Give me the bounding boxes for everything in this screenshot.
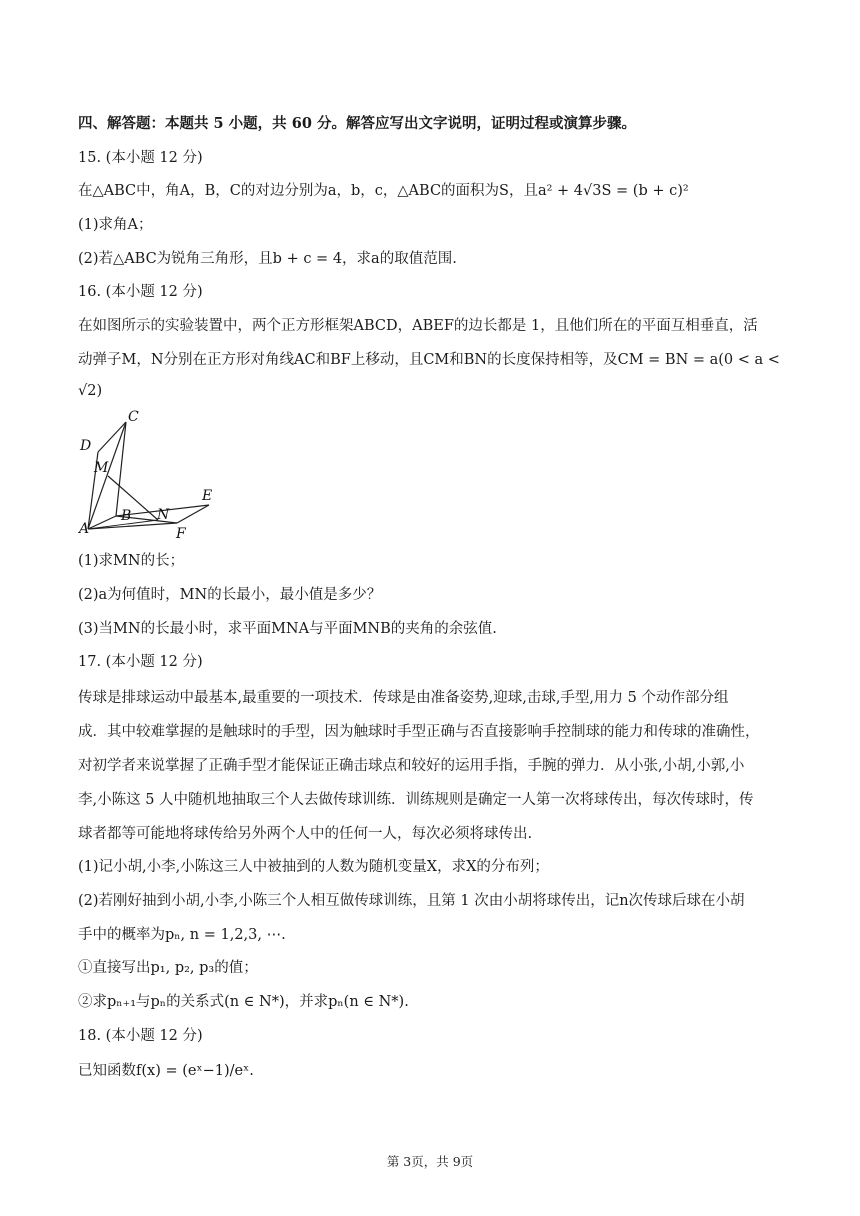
problem-15-part-2: (2)若△ABC为锐角三角形，且b + c = 4，求a的取值范围. (78, 251, 457, 267)
problem-15-part-1: (1)求角A； (78, 217, 153, 233)
problem-17-statement-line-5: 球者都等可能地将球传给另外两个人中的任何一人，每次必须将球传出. (78, 826, 533, 842)
figure-label-n: N (157, 507, 170, 523)
problem-15-statement: 在△ABC中，角A，B，C的对边分别为a，b，c，△ABC的面积为S，且a² + 4√3S = (b + c)² (78, 183, 689, 199)
problem-17-header: 17. (本小题 12 分) (78, 654, 203, 670)
problem-18-statement: 已知函数f(x) = (eˣ−1)/eˣ. (78, 1063, 254, 1079)
page-footer: 第 3页，共 9页 (386, 1154, 474, 1169)
figure-label-c: C (128, 409, 139, 425)
problem-17-subpart-1: ①直接写出p₁, p₂, p₃的值； (78, 960, 258, 976)
problem-16-part-3: (3)当MN的长最小时，求平面MNA与平面MNB的夹角的余弦值. (78, 621, 497, 637)
problem-17-part-1: (1)记小胡,小李,小陈这三人中被抽到的人数为随机变量X，求X的分布列； (78, 859, 549, 875)
problem-17-statement-line-4: 李,小陈这 5 人中随机地抽取三个人去做传球训练．训练规则是确定一人第一次将球传出，每次传球时，传 (78, 792, 754, 808)
figure-label-f: F (176, 526, 186, 542)
problem-17-statement-line-2: 成．其中较难掌握的是触球时的手型，因为触球时手型正确与否直接影响手控制球的能力和传球的准确性， (78, 724, 760, 740)
figure-label-d: D (80, 438, 92, 454)
figure-label-m: M (94, 460, 109, 476)
figure-label-a: A (79, 521, 90, 537)
problem-17-statement-line-1: 传球是排球运动中最基本,最重要的一项技术．传球是由准备姿势,迎球,击球,手型,用力 5 个动作部分组 (78, 690, 729, 706)
problem-16-part-2: (2)a为何值时，MN的长最小，最小值是多少？ (78, 587, 382, 603)
figure-edge-AF (88, 523, 177, 529)
problem-17-part-2-line-2: 手中的概率为pₙ, n = 1,2,3, ⋯. (78, 927, 286, 943)
section-heading: 四、解答题：本题共 5 小题，共 60 分。解答应写出文字说明，证明过程或演算步骤。 (78, 115, 636, 132)
problem-17-subpart-2: ②求pₙ₊₁与pₙ的关系式(n ∈ N*)，并求pₙ(n ∈ N*). (78, 994, 409, 1010)
problem-15-header: 15. (本小题 12 分) (78, 150, 203, 166)
problem-16-header: 16. (本小题 12 分) (78, 284, 203, 300)
problem-17-statement-line-3: 对初学者来说掌握了正确手型才能保证正确击球点和较好的运用手指，手腕的弹力．从小张,小胡,小郭,小 (78, 758, 745, 774)
problem-16-part-1: (1)求MN的长； (78, 553, 185, 569)
figure-label-b: B (121, 508, 132, 524)
geometry-figure (74, 408, 224, 543)
problem-16-statement-line-1: 在如图所示的实验装置中，两个正方形框架ABCD，ABEF的边长都是 1，且他们所在的平面互相垂直，活 (78, 318, 758, 334)
problem-18-header: 18. (本小题 12 分) (78, 1028, 203, 1044)
problem-16-statement-line-2: 动弹子M，N分别在正方形对角线AC和BF上移动，且CM和BN的长度保持相等，及CM = BN = a(0 < a < (78, 352, 780, 368)
problem-17-part-2-line-1: (2)若刚好抽到小胡,小李,小陈三个人相互做传球训练，且第 1 次由小胡将球传出，记n次传球后球在小胡 (78, 893, 745, 909)
problem-16-statement-line-3: √2) (78, 383, 103, 399)
figure-label-e: E (202, 488, 213, 504)
figure-edge-DC (98, 422, 126, 452)
